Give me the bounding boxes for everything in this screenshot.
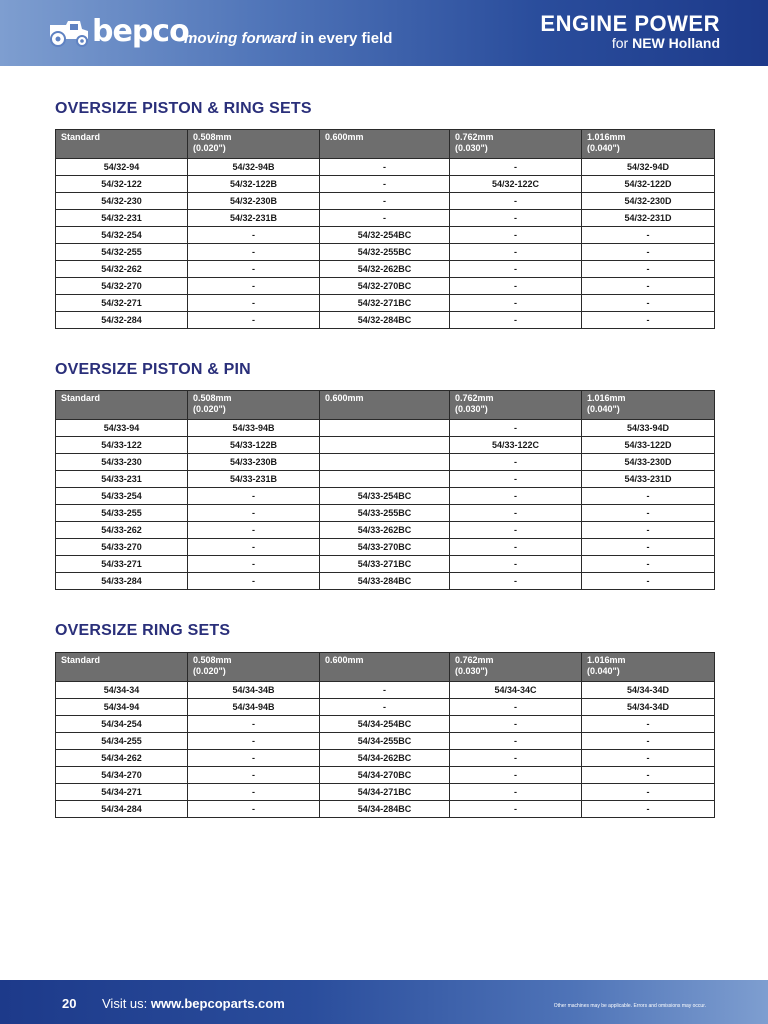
part-cell: - bbox=[450, 227, 582, 244]
col-header-0600: 0.600mm bbox=[320, 130, 450, 159]
tagline-italic: moving forward bbox=[184, 30, 297, 47]
part-standard-cell: 54/34-270 bbox=[56, 767, 188, 784]
part-cell: 54/33-284BC bbox=[320, 573, 450, 590]
part-standard-cell: 54/32-284 bbox=[56, 312, 188, 329]
col-header-0762: 0.762mm (0.030") bbox=[450, 391, 582, 420]
part-standard-cell: 54/33-262 bbox=[56, 522, 188, 539]
part-cell bbox=[320, 420, 450, 437]
part-standard-cell: 54/34-34 bbox=[56, 682, 188, 699]
table-row bbox=[56, 505, 715, 522]
table-row bbox=[56, 261, 715, 278]
part-cell: 54/34-34D bbox=[582, 682, 715, 699]
part-cell: - bbox=[450, 454, 582, 471]
tagline bbox=[184, 30, 392, 47]
part-cell: - bbox=[582, 750, 715, 767]
part-cell: - bbox=[582, 801, 715, 818]
section-title-ring-sets: OVERSIZE RING SETS bbox=[55, 622, 231, 639]
part-cell: - bbox=[320, 682, 450, 699]
part-cell: 54/34-94B bbox=[188, 699, 320, 716]
part-cell: - bbox=[582, 733, 715, 750]
part-cell: - bbox=[188, 505, 320, 522]
table-row bbox=[56, 556, 715, 573]
part-standard-cell: 54/32-254 bbox=[56, 227, 188, 244]
part-cell: - bbox=[450, 159, 582, 176]
part-cell: 54/32-94B bbox=[188, 159, 320, 176]
part-cell: 54/32-271BC bbox=[320, 295, 450, 312]
col-header-standard: Standard bbox=[56, 391, 188, 420]
part-cell bbox=[320, 454, 450, 471]
website-link[interactable]: www.bepcoparts.com bbox=[150, 996, 285, 1011]
part-cell: - bbox=[188, 227, 320, 244]
part-standard-cell: 54/33-284 bbox=[56, 573, 188, 590]
part-standard-cell: 54/33-271 bbox=[56, 556, 188, 573]
col-header-0508: 0.508mm (0.020") bbox=[188, 391, 320, 420]
part-cell: 54/32-262BC bbox=[320, 261, 450, 278]
part-cell: - bbox=[582, 505, 715, 522]
part-standard-cell: 54/32-230 bbox=[56, 193, 188, 210]
part-cell: 54/33-230D bbox=[582, 454, 715, 471]
part-cell: 54/34-255BC bbox=[320, 733, 450, 750]
part-standard-cell: 54/32-231 bbox=[56, 210, 188, 227]
table-piston-ring-sets bbox=[55, 129, 715, 329]
part-cell: 54/33-122D bbox=[582, 437, 715, 454]
page-footer bbox=[0, 980, 768, 1024]
part-cell: 54/32-230B bbox=[188, 193, 320, 210]
part-cell: - bbox=[582, 556, 715, 573]
table-row bbox=[56, 437, 715, 454]
part-cell: - bbox=[188, 750, 320, 767]
part-cell: 54/32-270BC bbox=[320, 278, 450, 295]
part-cell: - bbox=[450, 471, 582, 488]
table-header-row bbox=[56, 391, 715, 420]
part-cell: - bbox=[188, 295, 320, 312]
col-header-0508: 0.508mm (0.020") bbox=[188, 653, 320, 682]
part-cell: - bbox=[450, 801, 582, 818]
part-cell: - bbox=[188, 784, 320, 801]
table-row bbox=[56, 682, 715, 699]
part-standard-cell: 54/33-122 bbox=[56, 437, 188, 454]
col-header-standard: Standard bbox=[56, 130, 188, 159]
part-cell: - bbox=[450, 295, 582, 312]
part-cell: - bbox=[582, 244, 715, 261]
part-standard-cell: 54/33-94 bbox=[56, 420, 188, 437]
part-standard-cell: 54/34-255 bbox=[56, 733, 188, 750]
table-row bbox=[56, 699, 715, 716]
part-standard-cell: 54/33-230 bbox=[56, 454, 188, 471]
part-cell: 54/32-254BC bbox=[320, 227, 450, 244]
table-header-row bbox=[56, 130, 715, 159]
part-cell: 54/34-34B bbox=[188, 682, 320, 699]
table-row bbox=[56, 227, 715, 244]
subtitle-for: for bbox=[611, 35, 633, 51]
part-standard-cell: 54/32-262 bbox=[56, 261, 188, 278]
part-cell: - bbox=[582, 261, 715, 278]
table-row bbox=[56, 454, 715, 471]
part-standard-cell: 54/32-122 bbox=[56, 176, 188, 193]
table-row bbox=[56, 539, 715, 556]
part-cell: 54/33-270BC bbox=[320, 539, 450, 556]
part-cell: - bbox=[450, 244, 582, 261]
part-cell: 54/33-94D bbox=[582, 420, 715, 437]
col-header-1016: 1.016mm (0.040") bbox=[582, 391, 715, 420]
part-cell: 54/32-255BC bbox=[320, 244, 450, 261]
part-cell: 54/33-94B bbox=[188, 420, 320, 437]
part-cell: - bbox=[450, 505, 582, 522]
part-standard-cell: 54/33-270 bbox=[56, 539, 188, 556]
table-row bbox=[56, 278, 715, 295]
part-cell: - bbox=[450, 767, 582, 784]
table-piston-pin bbox=[55, 390, 715, 590]
part-cell: 54/32-231D bbox=[582, 210, 715, 227]
part-cell: - bbox=[450, 699, 582, 716]
part-cell: - bbox=[320, 699, 450, 716]
part-cell: - bbox=[582, 522, 715, 539]
part-cell: 54/32-284BC bbox=[320, 312, 450, 329]
col-header-0762: 0.762mm (0.030") bbox=[450, 653, 582, 682]
part-cell: 54/34-271BC bbox=[320, 784, 450, 801]
part-cell: - bbox=[582, 295, 715, 312]
part-cell: 54/34-34D bbox=[582, 699, 715, 716]
part-standard-cell: 54/34-254 bbox=[56, 716, 188, 733]
part-cell: 54/34-262BC bbox=[320, 750, 450, 767]
part-cell: - bbox=[188, 716, 320, 733]
part-cell: - bbox=[188, 488, 320, 505]
col-header-standard: Standard bbox=[56, 653, 188, 682]
bepco-logo[interactable] bbox=[46, 14, 189, 50]
part-cell: - bbox=[450, 539, 582, 556]
table-row bbox=[56, 767, 715, 784]
part-cell: 54/32-230D bbox=[582, 193, 715, 210]
header-subtitle bbox=[540, 36, 720, 50]
table-row bbox=[56, 573, 715, 590]
part-cell: - bbox=[582, 488, 715, 505]
part-standard-cell: 54/32-270 bbox=[56, 278, 188, 295]
table-header-row bbox=[56, 653, 715, 682]
part-cell: 54/34-254BC bbox=[320, 716, 450, 733]
part-cell: - bbox=[188, 244, 320, 261]
part-cell: - bbox=[450, 556, 582, 573]
part-cell: - bbox=[450, 278, 582, 295]
part-standard-cell: 54/33-231 bbox=[56, 471, 188, 488]
col-header-0600: 0.600mm bbox=[320, 653, 450, 682]
part-cell: - bbox=[320, 159, 450, 176]
part-cell: 54/33-230B bbox=[188, 454, 320, 471]
part-cell: 54/33-231B bbox=[188, 471, 320, 488]
part-cell: - bbox=[188, 312, 320, 329]
part-cell: - bbox=[450, 420, 582, 437]
part-cell: - bbox=[582, 227, 715, 244]
col-header-1016: 1.016mm (0.040") bbox=[582, 653, 715, 682]
tagline-rest: in every field bbox=[296, 30, 393, 47]
part-cell: - bbox=[450, 716, 582, 733]
part-cell bbox=[320, 437, 450, 454]
col-header-1016: 1.016mm (0.040") bbox=[582, 130, 715, 159]
part-cell: 54/33-122B bbox=[188, 437, 320, 454]
table-row bbox=[56, 193, 715, 210]
part-cell: - bbox=[450, 522, 582, 539]
part-cell: - bbox=[582, 767, 715, 784]
table-row bbox=[56, 733, 715, 750]
part-cell: 54/33-271BC bbox=[320, 556, 450, 573]
table-row bbox=[56, 176, 715, 193]
table-row bbox=[56, 488, 715, 505]
part-cell: 54/34-34C bbox=[450, 682, 582, 699]
part-cell: 54/32-122C bbox=[450, 176, 582, 193]
visit-label: Visit us: bbox=[102, 996, 151, 1011]
part-standard-cell: 54/34-284 bbox=[56, 801, 188, 818]
part-cell: - bbox=[450, 750, 582, 767]
part-cell: 54/32-94D bbox=[582, 159, 715, 176]
part-standard-cell: 54/34-271 bbox=[56, 784, 188, 801]
header-title: ENGINE POWER bbox=[540, 11, 720, 36]
disclaimer: Other machines may be applicable. Errors and omissions may occur. bbox=[553, 1003, 706, 1009]
part-cell: - bbox=[582, 312, 715, 329]
table-row bbox=[56, 210, 715, 227]
part-cell: 54/34-270BC bbox=[320, 767, 450, 784]
part-standard-cell: 54/33-255 bbox=[56, 505, 188, 522]
part-cell: 54/33-231D bbox=[582, 471, 715, 488]
part-standard-cell: 54/32-255 bbox=[56, 244, 188, 261]
col-header-0762: 0.762mm (0.030") bbox=[450, 130, 582, 159]
table-row bbox=[56, 312, 715, 329]
part-standard-cell: 54/34-262 bbox=[56, 750, 188, 767]
part-cell: - bbox=[582, 716, 715, 733]
part-standard-cell: 54/32-271 bbox=[56, 295, 188, 312]
part-cell: - bbox=[450, 261, 582, 278]
part-standard-cell: 54/32-94 bbox=[56, 159, 188, 176]
part-cell: 54/33-122C bbox=[450, 437, 582, 454]
part-cell: - bbox=[320, 193, 450, 210]
visit-us bbox=[102, 996, 285, 1011]
part-cell: - bbox=[320, 210, 450, 227]
part-cell: - bbox=[450, 210, 582, 227]
part-cell: 54/33-254BC bbox=[320, 488, 450, 505]
table-row bbox=[56, 784, 715, 801]
part-cell: 54/34-284BC bbox=[320, 801, 450, 818]
part-cell: - bbox=[188, 556, 320, 573]
col-header-0508: 0.508mm (0.020") bbox=[188, 130, 320, 159]
header-title-block bbox=[540, 12, 720, 50]
part-cell: - bbox=[188, 278, 320, 295]
part-cell bbox=[320, 471, 450, 488]
page-header bbox=[0, 0, 768, 66]
part-standard-cell: 54/34-94 bbox=[56, 699, 188, 716]
part-cell: - bbox=[450, 193, 582, 210]
table-ring-sets bbox=[55, 652, 715, 818]
table-row bbox=[56, 420, 715, 437]
part-cell: 54/32-122B bbox=[188, 176, 320, 193]
part-cell: 54/33-262BC bbox=[320, 522, 450, 539]
table-row bbox=[56, 522, 715, 539]
part-cell: - bbox=[450, 733, 582, 750]
col-header-0600: 0.600mm bbox=[320, 391, 450, 420]
part-cell: - bbox=[582, 573, 715, 590]
part-cell: - bbox=[450, 573, 582, 590]
section-title-piston-ring-sets: OVERSIZE PISTON & RING SETS bbox=[55, 100, 312, 117]
part-cell: - bbox=[450, 488, 582, 505]
part-cell: - bbox=[188, 539, 320, 556]
part-cell: - bbox=[450, 312, 582, 329]
part-cell: - bbox=[188, 733, 320, 750]
part-cell: 54/33-255BC bbox=[320, 505, 450, 522]
table-row bbox=[56, 295, 715, 312]
subtitle-brand: NEW Holland bbox=[632, 35, 720, 51]
part-cell: - bbox=[582, 539, 715, 556]
table-row bbox=[56, 159, 715, 176]
part-cell: - bbox=[582, 278, 715, 295]
part-cell: - bbox=[582, 784, 715, 801]
part-cell: - bbox=[188, 261, 320, 278]
tractor-icon bbox=[46, 17, 90, 47]
part-cell: - bbox=[188, 573, 320, 590]
table-row bbox=[56, 716, 715, 733]
page-number: 20 bbox=[62, 996, 77, 1011]
part-cell: 54/32-122D bbox=[582, 176, 715, 193]
part-cell: - bbox=[188, 522, 320, 539]
logo-wordmark: bepco bbox=[92, 14, 189, 49]
section-title-piston-pin: OVERSIZE PISTON & PIN bbox=[55, 361, 251, 378]
table-row bbox=[56, 471, 715, 488]
part-cell: 54/32-231B bbox=[188, 210, 320, 227]
table-row bbox=[56, 801, 715, 818]
table-row bbox=[56, 750, 715, 767]
part-cell: - bbox=[188, 767, 320, 784]
part-standard-cell: 54/33-254 bbox=[56, 488, 188, 505]
part-cell: - bbox=[188, 801, 320, 818]
part-cell: - bbox=[450, 784, 582, 801]
part-cell: - bbox=[320, 176, 450, 193]
table-row bbox=[56, 244, 715, 261]
